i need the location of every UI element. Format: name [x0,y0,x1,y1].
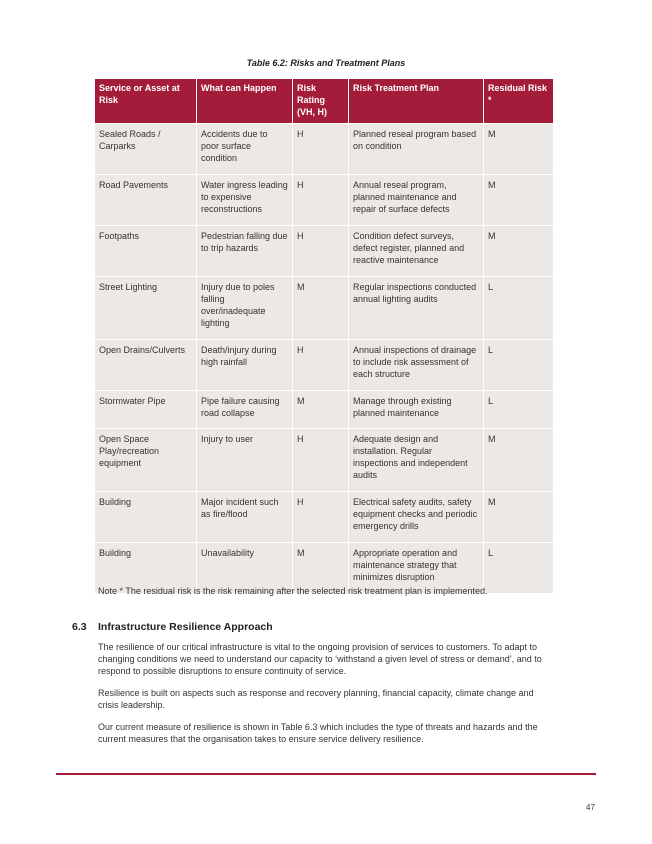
cell-service: Building [95,492,197,543]
cell-service: Open Drains/Culverts [95,340,197,391]
cell-risk-rating: H [293,226,349,277]
section-number: 6.3 [72,621,87,633]
cell-residual-risk: L [484,543,554,594]
cell-service: Sealed Roads / Carparks [95,124,197,175]
col-header-residual-risk: Residual Risk * [484,79,554,124]
cell-what-can-happen: Unavailability [197,543,293,594]
cell-what-can-happen: Injury to user [197,429,293,492]
cell-service: Building [95,543,197,594]
cell-what-can-happen: Death/injury during high rainfall [197,340,293,391]
cell-what-can-happen: Major incident such as fire/flood [197,492,293,543]
cell-treatment-plan: Manage through existing planned maintenance [349,391,484,429]
cell-service: Stormwater Pipe [95,391,197,429]
cell-residual-risk: L [484,340,554,391]
cell-what-can-happen: Pipe failure causing road collapse [197,391,293,429]
cell-risk-rating: H [293,429,349,492]
cell-service: Open Space Play/recreation equipment [95,429,197,492]
cell-treatment-plan: Condition defect surveys, defect register, planned and reactive maintenance [349,226,484,277]
page-number: 47 [586,803,595,812]
cell-what-can-happen: Pedestrian falling due to trip hazards [197,226,293,277]
table-row [95,124,554,175]
paragraph: The resilience of our critical infrastructure is vital to the ongoing provision of services to customers. To adapt to changing conditions we need to understand our capacity to ‘withstand a given level of stress or demand’, and to respond to possible disruptions to ensure continuity of service. [98,642,542,677]
cell-treatment-plan: Electrical safety audits, safety equipment checks and periodic emergency drills [349,492,484,543]
table-row [95,175,554,226]
table-row [95,277,554,340]
cell-residual-risk: M [484,492,554,543]
cell-service: Footpaths [95,226,197,277]
cell-risk-rating: H [293,492,349,543]
cell-treatment-plan: Planned reseal program based on condition [349,124,484,175]
section-heading [72,621,273,633]
cell-what-can-happen: Accidents due to poor surface condition [197,124,293,175]
cell-residual-risk: L [484,391,554,429]
cell-treatment-plan: Regular inspections conducted annual lighting audits [349,277,484,340]
table-row [95,492,554,543]
cell-residual-risk: L [484,277,554,340]
table-row [95,429,554,492]
paragraph: Resilience is built on aspects such as response and recovery planning, financial capacity, climate change and crisis leadership. [98,688,534,711]
table-row [95,226,554,277]
table-header-row [95,79,554,124]
cell-risk-rating: M [293,277,349,340]
cell-risk-rating: H [293,340,349,391]
risk-table [94,79,554,594]
col-header-what-can-happen: What can Happen [197,79,293,124]
table-caption: Table 6.2: Risks and Treatment Plans [246,58,406,68]
cell-treatment-plan: Appropriate operation and maintenance strategy that minimizes disruption [349,543,484,594]
col-header-treatment-plan: Risk Treatment Plan [349,79,484,124]
cell-treatment-plan: Annual inspections of drainage to include risk assessment of each structure [349,340,484,391]
table-footnote: Note * The residual risk is the risk remaining after the selected risk treatment plan is implemented. [98,586,488,596]
cell-risk-rating: H [293,124,349,175]
cell-treatment-plan: Adequate design and installation. Regular inspections and independent audits [349,429,484,492]
col-header-risk-rating: Risk Rating (VH, H) [293,79,349,124]
table-row [95,340,554,391]
cell-treatment-plan: Annual reseal program, planned maintenance and repair of surface defects [349,175,484,226]
cell-service: Road Pavements [95,175,197,226]
section-title: Infrastructure Resilience Approach [98,621,273,633]
table-row [95,391,554,429]
cell-risk-rating: M [293,543,349,594]
cell-what-can-happen: Injury due to poles falling over/inadequate lighting [197,277,293,340]
cell-risk-rating: H [293,175,349,226]
cell-what-can-happen: Water ingress leading to expensive reconstructions [197,175,293,226]
cell-service: Street Lighting [95,277,197,340]
footer-rule [56,773,596,775]
cell-risk-rating: M [293,391,349,429]
paragraph: Our current measure of resilience is shown in Table 6.3 which includes the type of threats and hazards and the current measures that the organisation takes to ensure service delivery resilience. [98,722,538,745]
col-header-service: Service or Asset at Risk [95,79,197,124]
cell-residual-risk: M [484,175,554,226]
cell-residual-risk: M [484,429,554,492]
cell-residual-risk: M [484,226,554,277]
cell-residual-risk: M [484,124,554,175]
